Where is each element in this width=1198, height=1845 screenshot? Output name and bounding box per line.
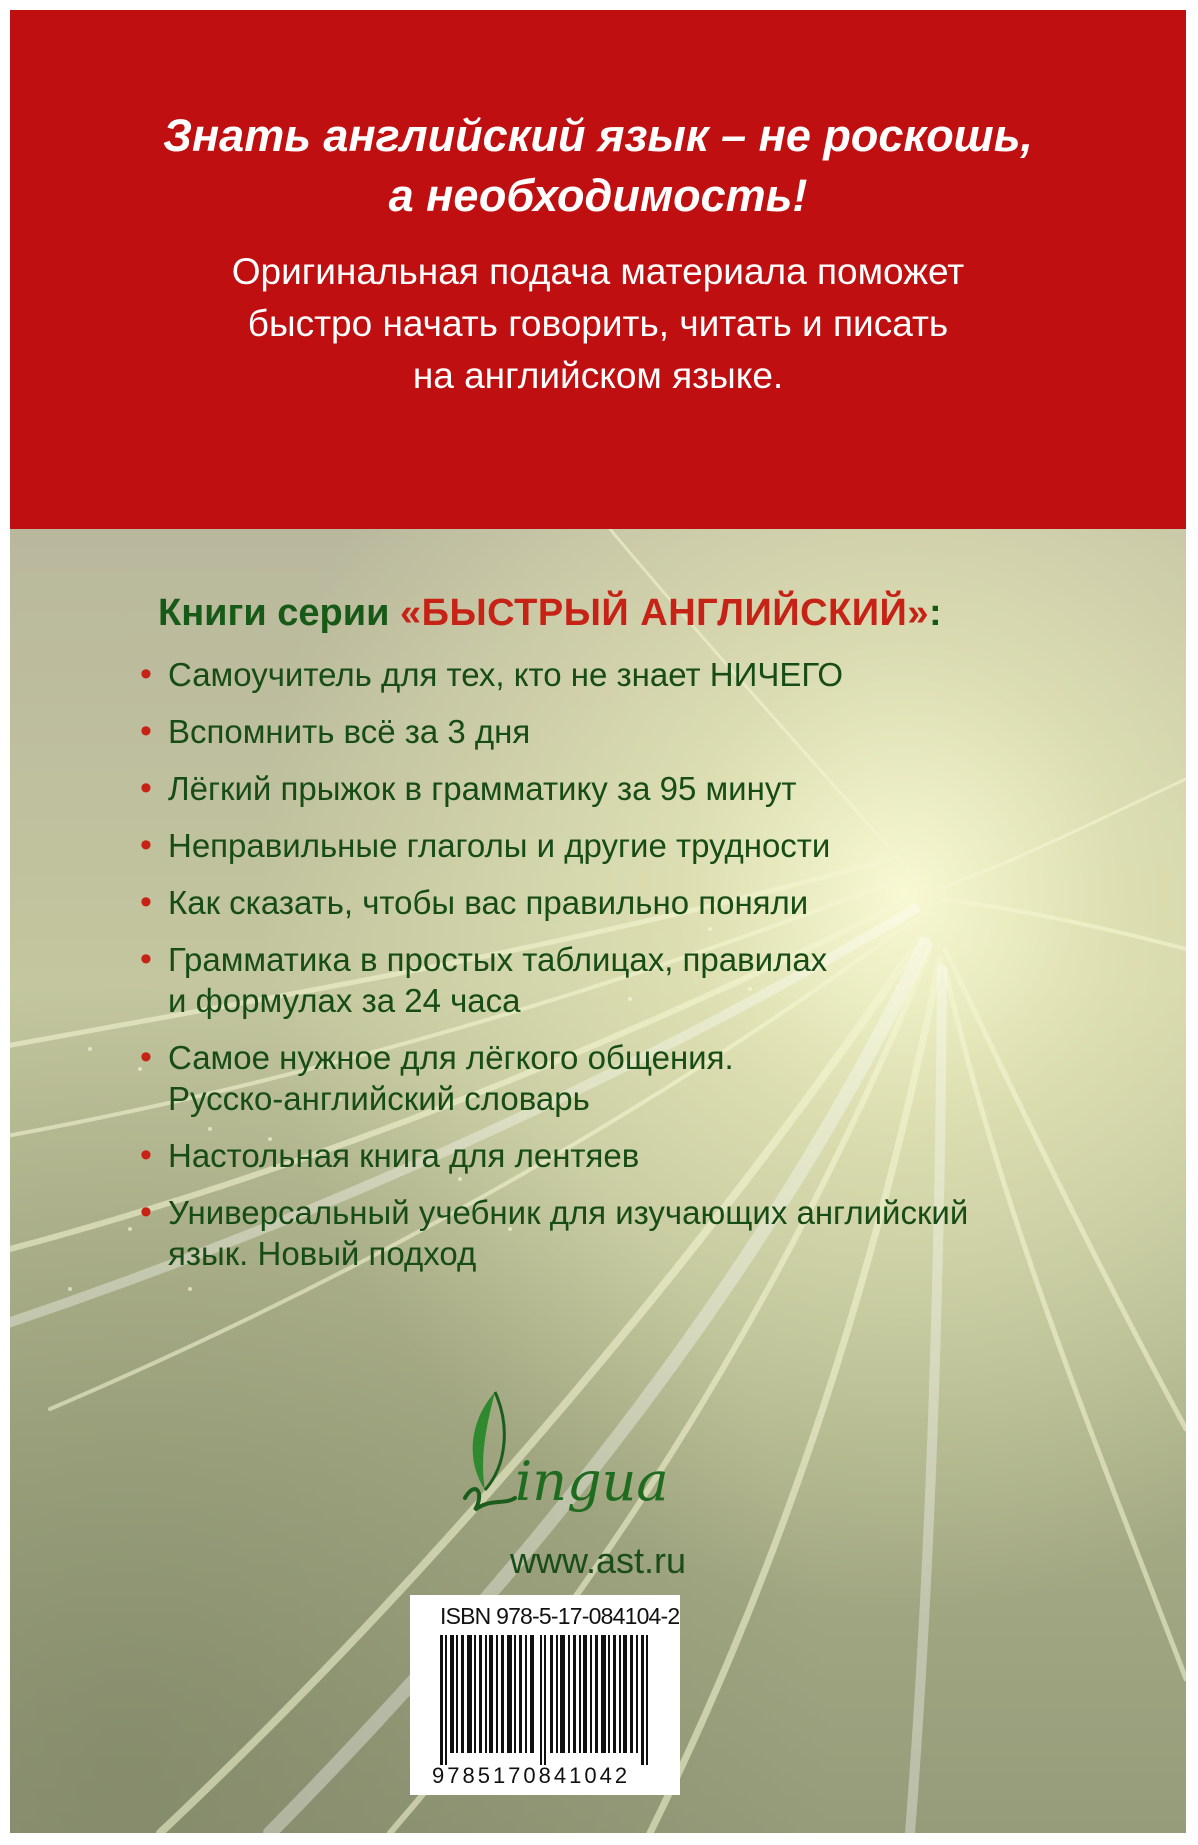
bullet-icon: •: [140, 1193, 152, 1231]
series-heading: [158, 592, 942, 635]
leaf-icon: [473, 1392, 495, 1490]
book-list-item: [140, 825, 1100, 866]
bullet-icon: •: [140, 655, 152, 693]
series-name: БЫСТРЫЙ АНГЛИЙСКИЙ: [421, 592, 908, 634]
series-heading-prefix: Книги серии: [158, 592, 390, 634]
bullet-icon: •: [140, 712, 152, 750]
book-title-line: Грамматика в простых таблицах, правилах: [168, 941, 828, 978]
lingua-wordmark: ingua: [515, 1450, 669, 1513]
book-back-cover: [10, 10, 1186, 1833]
description: [10, 246, 1186, 402]
ean-number: 9785170841042: [432, 1763, 631, 1788]
description-line-1: Оригинальная подача материала поможет: [231, 251, 965, 292]
book-list: [140, 654, 1100, 1274]
bullet-icon: •: [140, 883, 152, 921]
bullet-icon: •: [140, 826, 152, 864]
book-list-item: [140, 654, 1100, 695]
book-title-line: Вспомнить всё за 3 дня: [168, 713, 531, 750]
book-list-item: [140, 711, 1100, 752]
publisher-website: www.ast.ru: [509, 1540, 687, 1581]
series-colon: :: [928, 592, 942, 634]
lingua-logo: [435, 1380, 675, 1530]
book-title-line: язык. Новый подход: [168, 1235, 477, 1272]
isbn-barcode: [410, 1595, 680, 1795]
headline-line-2: а необходимость!: [388, 170, 808, 221]
headline: [10, 106, 1186, 226]
book-list-item: [140, 1192, 1100, 1274]
bullet-icon: •: [140, 769, 152, 807]
book-title-line: Лёгкий прыжок в грамматику за 95 минут: [168, 770, 797, 807]
book-list-item: [140, 1037, 1100, 1119]
book-list-item: [140, 882, 1100, 923]
book-list-item: [140, 768, 1100, 809]
bullet-icon: •: [140, 1038, 152, 1076]
red-header-panel: [10, 10, 1186, 529]
book-title-line: Неправильные глаголы и другие трудности: [168, 827, 831, 864]
bullet-icon: •: [140, 1136, 152, 1174]
book-list-item: [140, 939, 1100, 1021]
description-line-2: быстро начать говорить, читать и писать: [247, 303, 949, 344]
book-title-line: и формулах за 24 часа: [168, 982, 521, 1019]
book-title-line: Универсальный учебник для изучающих английский: [168, 1194, 969, 1231]
book-title-line: Русско-английский словарь: [168, 1080, 590, 1117]
book-title-line: Как сказать, чтобы вас правильно поняли: [168, 884, 809, 921]
bullet-icon: •: [140, 940, 152, 978]
headline-line-1: Знать английский язык – не роскошь,: [163, 110, 1033, 161]
book-title-line: Самоучитель для тех, кто не знает НИЧЕГО: [168, 656, 844, 693]
description-line-3: на английском языке.: [412, 355, 784, 396]
book-title-line: Настольная книга для лентяев: [168, 1137, 640, 1174]
series-quote-close: »: [907, 592, 929, 634]
series-quote-open: «: [400, 592, 422, 634]
book-title-line: Самое нужное для лёгкого общения.: [168, 1039, 734, 1076]
isbn-number: ISBN 978-5-17-084104-2: [440, 1603, 680, 1629]
barcode-bars: [440, 1635, 650, 1765]
book-list-item: [140, 1135, 1100, 1176]
